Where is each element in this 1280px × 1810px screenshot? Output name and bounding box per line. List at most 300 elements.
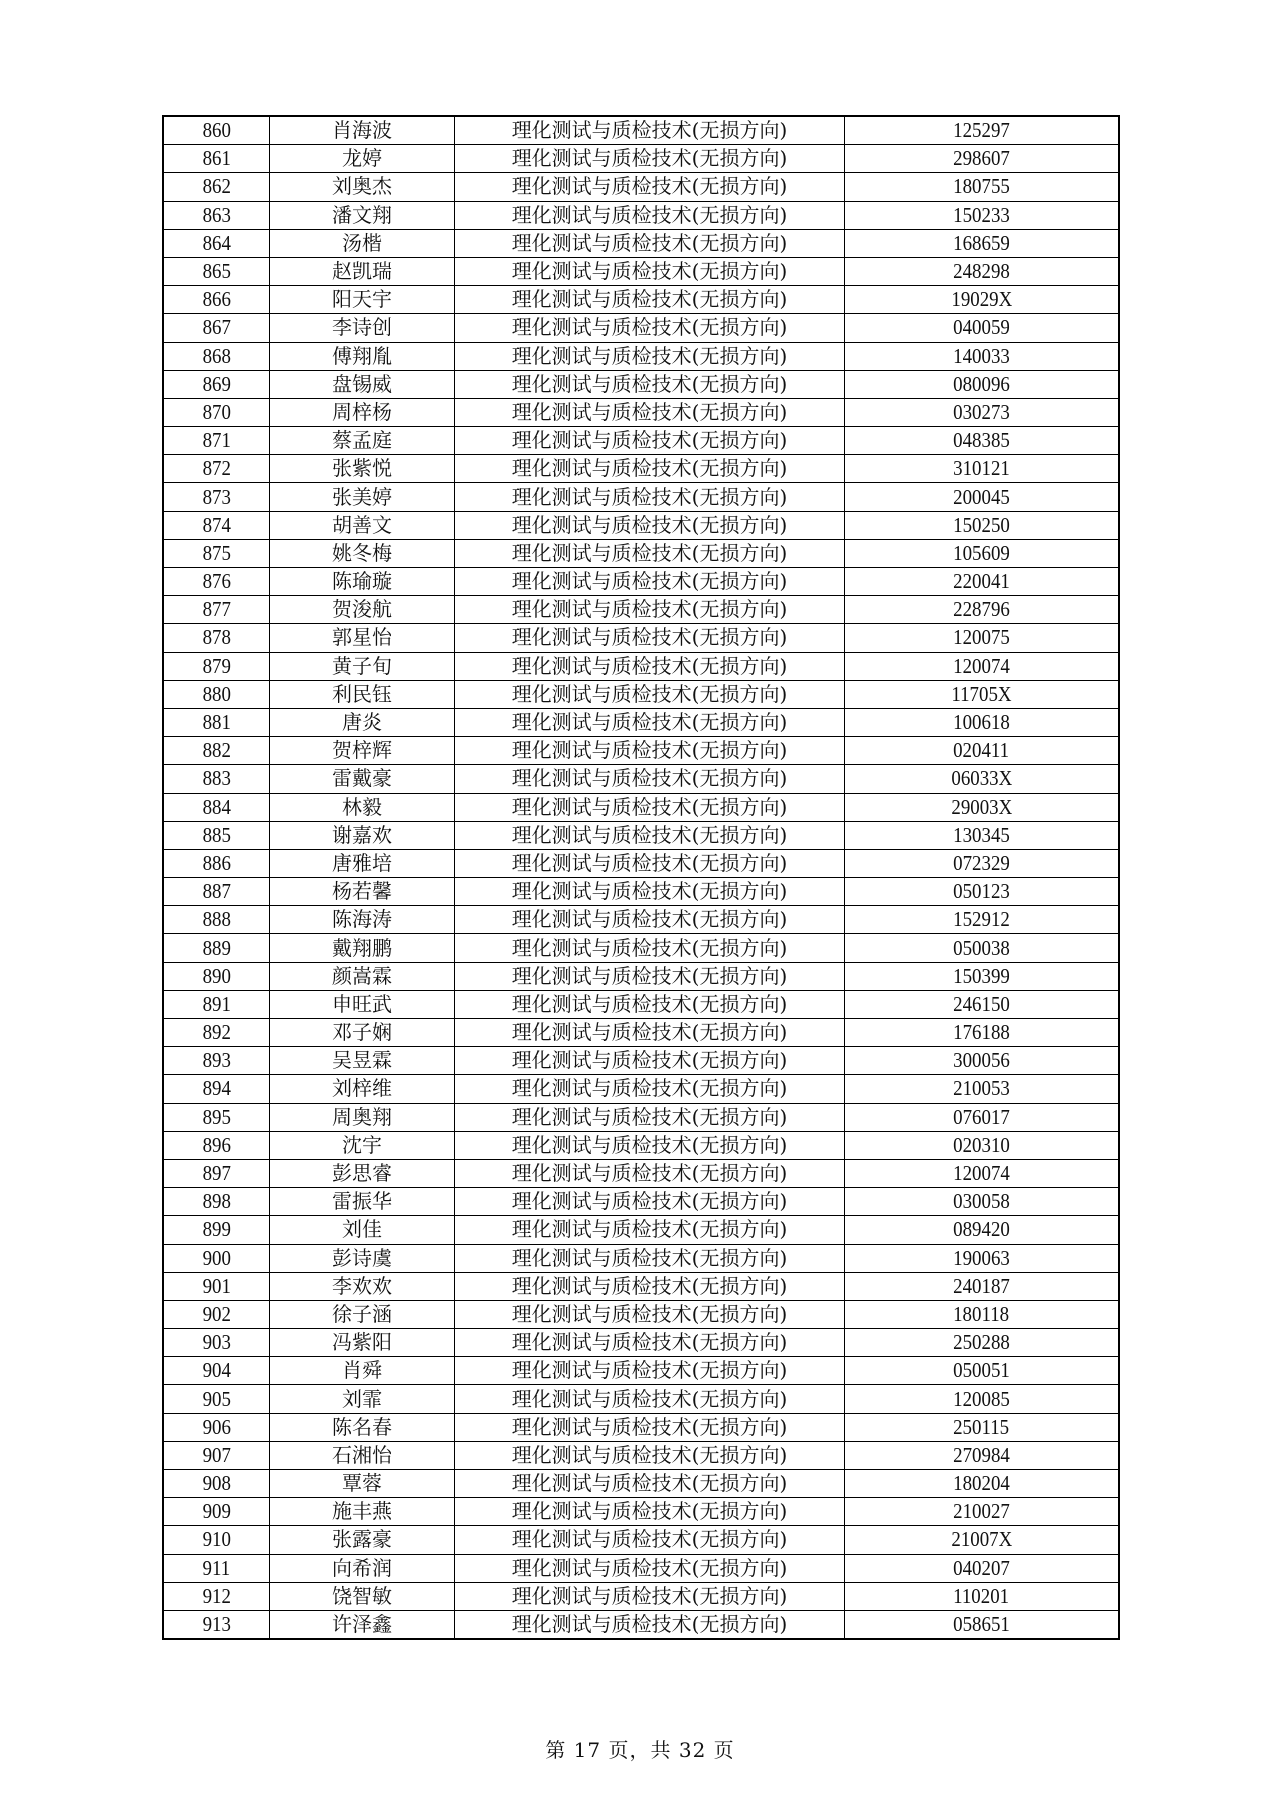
row-number-cell [163,962,270,990]
table-row [163,906,1119,934]
table-row [163,427,1119,455]
id-suffix-cell [845,906,1120,934]
student-name: 陈瑜璇 [332,569,392,594]
major-cell [455,1385,845,1413]
student-name: 申旺武 [332,991,392,1016]
id-suffix-cell [845,596,1120,624]
table-row [163,483,1119,511]
major-name: 理化测试与质检技术(无损方向) [511,569,788,594]
row-number: 885 [202,822,231,847]
table-row [163,1357,1119,1385]
row-number: 862 [202,174,231,199]
student-name-cell [270,511,455,539]
major-name: 理化测试与质检技术(无损方向) [511,597,788,622]
major-name: 理化测试与质检技术(无损方向) [511,766,788,791]
id-suffix: 220041 [953,569,1010,594]
student-name: 李欢欢 [332,1273,392,1298]
student-name: 刘奥杰 [332,174,392,199]
major-name: 理化测试与质检技术(无损方向) [511,1161,788,1186]
id-suffix-cell [845,483,1120,511]
id-suffix-cell [845,1498,1120,1526]
student-name-cell [270,934,455,962]
table-row [163,878,1119,906]
row-number-cell [163,427,270,455]
student-name-cell [270,427,455,455]
major-cell [455,1019,845,1047]
student-name: 张露豪 [332,1527,392,1552]
major-name: 理化测试与质检技术(无损方向) [511,512,788,537]
major-cell [455,1244,845,1272]
major-cell [455,1159,845,1187]
id-suffix-cell [845,511,1120,539]
student-name-cell [270,652,455,680]
id-suffix: 020411 [953,738,1010,763]
id-suffix-cell [845,878,1120,906]
id-suffix: 168659 [953,230,1010,255]
row-number: 893 [202,1048,231,1073]
student-name: 谢嘉欢 [332,822,392,847]
student-name-cell [270,765,455,793]
row-number: 861 [202,146,231,171]
row-number-cell [163,1357,270,1385]
major-cell [455,145,845,173]
student-name-cell [270,990,455,1018]
student-name: 覃蓉 [342,1471,382,1496]
student-name: 潘文翔 [332,202,392,227]
row-number: 909 [202,1499,231,1524]
row-number: 860 [202,118,231,143]
student-name-cell [270,229,455,257]
row-number: 883 [202,766,231,791]
major-name: 理化测试与质检技术(无损方向) [511,371,788,396]
id-suffix: 130345 [953,822,1010,847]
major-cell [455,934,845,962]
id-suffix-cell [845,1357,1120,1385]
row-number: 865 [202,259,231,284]
row-number: 892 [202,1020,231,1045]
student-name-cell [270,1159,455,1187]
row-number: 863 [202,202,231,227]
major-cell [455,1103,845,1131]
table-row [163,286,1119,314]
major-name: 理化测试与质检技术(无损方向) [511,1414,788,1439]
major-name: 理化测试与质检技术(无损方向) [511,456,788,481]
student-name-cell [270,568,455,596]
student-name-cell [270,1357,455,1385]
major-name: 理化测试与质检技术(无损方向) [511,794,788,819]
student-name: 彭思睿 [332,1161,392,1186]
student-name-cell [270,1441,455,1469]
id-suffix-cell [845,342,1120,370]
major-cell [455,765,845,793]
major-cell [455,314,845,342]
major-cell [455,1582,845,1610]
major-name: 理化测试与质检技术(无损方向) [511,1048,788,1073]
table-row [163,1103,1119,1131]
row-number: 891 [202,991,231,1016]
id-suffix-cell [845,568,1120,596]
major-name: 理化测试与质检技术(无损方向) [511,1132,788,1157]
id-suffix: 190063 [953,1245,1010,1270]
major-name: 理化测试与质检技术(无损方向) [511,1386,788,1411]
row-number-cell [163,1159,270,1187]
id-suffix-cell [845,314,1120,342]
id-suffix-cell [845,116,1120,145]
row-number-cell [163,1526,270,1554]
id-suffix-cell [845,1131,1120,1159]
id-suffix-cell [845,145,1120,173]
row-number: 866 [202,287,231,312]
id-suffix: 240187 [953,1273,1010,1298]
major-cell [455,1216,845,1244]
row-number: 901 [202,1273,231,1298]
row-number: 905 [202,1386,231,1411]
row-number-cell [163,1188,270,1216]
major-cell [455,201,845,229]
table-row [163,1470,1119,1498]
major-cell [455,990,845,1018]
id-suffix: 298607 [953,146,1010,171]
student-name: 贺浚航 [332,597,392,622]
student-name: 邓子娴 [332,1020,392,1045]
table-row [163,1329,1119,1357]
row-number: 894 [202,1076,231,1101]
id-suffix: 300056 [953,1048,1010,1073]
id-suffix: 120075 [953,625,1010,650]
table-row [163,314,1119,342]
student-name-cell [270,1413,455,1441]
student-name-cell [270,1019,455,1047]
major-name: 理化测试与质检技术(无损方向) [511,1527,788,1552]
id-suffix: 050038 [953,935,1010,960]
major-cell [455,257,845,285]
major-name: 理化测试与质检技术(无损方向) [511,315,788,340]
id-suffix-cell [845,1413,1120,1441]
table-row [163,934,1119,962]
student-name-cell [270,1470,455,1498]
id-suffix-cell [845,1272,1120,1300]
major-cell [455,173,845,201]
student-name: 唐雅培 [332,850,392,875]
id-suffix-cell [845,962,1120,990]
row-number: 879 [202,653,231,678]
major-name: 理化测试与质检技术(无损方向) [511,1330,788,1355]
row-number-cell [163,370,270,398]
major-name: 理化测试与质检技术(无损方向) [511,879,788,904]
table-row [163,1159,1119,1187]
student-name-cell [270,1582,455,1610]
student-name: 戴翔鹏 [332,935,392,960]
row-number: 900 [202,1245,231,1270]
major-cell [455,1470,845,1498]
student-name: 汤楷 [342,230,382,255]
id-suffix-cell [845,1470,1120,1498]
row-number-cell [163,849,270,877]
id-suffix: 19029X [951,287,1012,312]
id-suffix-cell [845,1075,1120,1103]
major-name: 理化测试与质检技术(无损方向) [511,991,788,1016]
row-number-cell [163,1019,270,1047]
id-suffix: 030273 [953,399,1010,424]
id-suffix: 089420 [953,1217,1010,1242]
major-cell [455,708,845,736]
major-name: 理化测试与质检技术(无损方向) [511,1499,788,1524]
row-number-cell [163,1047,270,1075]
row-number-cell [163,1300,270,1328]
row-number-cell [163,286,270,314]
major-name: 理化测试与质检技术(无损方向) [511,1583,788,1608]
major-cell [455,849,845,877]
id-suffix-cell [845,173,1120,201]
row-number: 878 [202,625,231,650]
table-row [163,511,1119,539]
student-name: 陈海涛 [332,907,392,932]
student-name: 赵凯瑞 [332,259,392,284]
row-number-cell [163,314,270,342]
table-row [163,765,1119,793]
table-row [163,342,1119,370]
id-suffix-cell [845,793,1120,821]
table-row [163,1019,1119,1047]
table-row [163,370,1119,398]
id-suffix-cell [845,1441,1120,1469]
id-suffix-cell [845,1103,1120,1131]
major-cell [455,370,845,398]
student-name-cell [270,1075,455,1103]
major-cell [455,286,845,314]
id-suffix-cell [845,1610,1120,1639]
table-row [163,708,1119,736]
id-suffix: 180118 [953,1301,1010,1326]
major-cell [455,1300,845,1328]
row-number: 871 [202,428,231,453]
student-name-cell [270,370,455,398]
row-number: 869 [202,371,231,396]
row-number: 887 [202,879,231,904]
id-suffix-cell [845,1159,1120,1187]
row-number-cell [163,1131,270,1159]
id-suffix: 21007X [951,1527,1012,1552]
id-suffix: 150399 [953,963,1010,988]
table-row [163,455,1119,483]
table-row [163,1441,1119,1469]
student-name-cell [270,342,455,370]
student-name-cell [270,483,455,511]
major-cell [455,1554,845,1582]
student-name-cell [270,1272,455,1300]
student-name: 冯紫阳 [332,1330,392,1355]
row-number-cell [163,1272,270,1300]
id-suffix-cell [845,1188,1120,1216]
student-name: 郭星怡 [332,625,392,650]
major-name: 理化测试与质检技术(无损方向) [511,259,788,284]
student-name: 龙婷 [342,146,382,171]
row-number: 888 [202,907,231,932]
major-cell [455,1272,845,1300]
table-row [163,1075,1119,1103]
row-number: 912 [202,1583,231,1608]
table-row [163,1554,1119,1582]
major-cell [455,1188,845,1216]
id-suffix-cell [845,257,1120,285]
major-name: 理化测试与质检技术(无损方向) [511,1358,788,1383]
row-number: 910 [202,1527,231,1552]
table-row [163,1526,1119,1554]
student-name-cell [270,1554,455,1582]
row-number-cell [163,934,270,962]
student-name: 张紫悦 [332,456,392,481]
row-number: 874 [202,512,231,537]
id-suffix: 105609 [953,540,1010,565]
table-row [163,1244,1119,1272]
student-name: 蔡孟庭 [332,428,392,453]
page-number-footer: 第 17 页，共 32 页 [545,1738,735,1762]
student-name: 徐子涵 [332,1301,392,1326]
student-name-cell [270,737,455,765]
student-name: 施丰燕 [332,1499,392,1524]
row-number: 904 [202,1358,231,1383]
id-suffix: 270984 [953,1442,1010,1467]
id-suffix: 150250 [953,512,1010,537]
row-number-cell [163,1413,270,1441]
id-suffix: 200045 [953,484,1010,509]
id-suffix: 040059 [953,315,1010,340]
major-name: 理化测试与质检技术(无损方向) [511,540,788,565]
row-number-cell [163,652,270,680]
major-name: 理化测试与质检技术(无损方向) [511,1020,788,1045]
student-name-cell [270,1103,455,1131]
row-number-cell [163,737,270,765]
student-name-cell [270,1498,455,1526]
student-name-cell [270,1610,455,1639]
row-number: 902 [202,1301,231,1326]
id-suffix-cell [845,990,1120,1018]
id-suffix: 228796 [953,597,1010,622]
row-number: 895 [202,1104,231,1129]
student-name-cell [270,1300,455,1328]
table-row [163,793,1119,821]
id-suffix: 120074 [953,653,1010,678]
major-name: 理化测试与质检技术(无损方向) [511,1076,788,1101]
id-suffix-cell [845,1582,1120,1610]
row-number-cell [163,1075,270,1103]
row-number-cell [163,568,270,596]
major-cell [455,539,845,567]
row-number-cell [163,1582,270,1610]
table-row [163,173,1119,201]
id-suffix: 11705X [951,681,1012,706]
id-suffix-cell [845,286,1120,314]
student-name: 贺梓辉 [332,738,392,763]
id-suffix-cell [845,652,1120,680]
table-row [163,145,1119,173]
row-number: 889 [202,935,231,960]
id-suffix: 06033X [951,766,1012,791]
id-suffix: 180755 [953,174,1010,199]
row-number: 880 [202,681,231,706]
row-number-cell [163,1329,270,1357]
table-row [163,1216,1119,1244]
row-number: 867 [202,315,231,340]
table-row [163,1413,1119,1441]
id-suffix-cell [845,1554,1120,1582]
id-suffix-cell [845,201,1120,229]
row-number-cell [163,765,270,793]
major-cell [455,680,845,708]
id-suffix-cell [845,680,1120,708]
row-number-cell [163,173,270,201]
major-cell [455,1329,845,1357]
row-number: 907 [202,1442,231,1467]
id-suffix: 020310 [953,1132,1010,1157]
row-number: 913 [202,1612,231,1637]
id-suffix: 250115 [953,1414,1010,1439]
row-number: 890 [202,963,231,988]
id-suffix-cell [845,1047,1120,1075]
row-number: 897 [202,1161,231,1186]
table-row [163,1582,1119,1610]
row-number-cell [163,1103,270,1131]
major-name: 理化测试与质检技术(无损方向) [511,822,788,847]
major-name: 理化测试与质检技术(无损方向) [511,1471,788,1496]
id-suffix-cell [845,1244,1120,1272]
row-number: 876 [202,569,231,594]
id-suffix: 076017 [953,1104,1010,1129]
student-name-cell [270,680,455,708]
table-row [163,652,1119,680]
id-suffix-cell [845,1329,1120,1357]
student-name-cell [270,455,455,483]
major-name: 理化测试与质检技术(无损方向) [511,1189,788,1214]
student-name-cell [270,1329,455,1357]
student-name: 吴昱霖 [332,1048,392,1073]
id-suffix: 120085 [953,1386,1010,1411]
id-suffix: 048385 [953,428,1010,453]
row-number-cell [163,624,270,652]
major-cell [455,1075,845,1103]
major-name: 理化测试与质检技术(无损方向) [511,625,788,650]
row-number: 884 [202,794,231,819]
id-suffix: 040207 [953,1555,1010,1580]
row-number-cell [163,201,270,229]
major-cell [455,737,845,765]
student-name-cell [270,849,455,877]
table-row [163,116,1119,145]
student-name-cell [270,1047,455,1075]
student-name: 胡善文 [332,512,392,537]
table-row [163,680,1119,708]
major-cell [455,1131,845,1159]
table-row [163,201,1119,229]
row-number: 882 [202,738,231,763]
table-row [163,1047,1119,1075]
student-name: 盘锡威 [332,371,392,396]
id-suffix: 150233 [953,202,1010,227]
table-row [163,624,1119,652]
major-cell [455,878,845,906]
row-number-cell [163,116,270,145]
table-row [163,990,1119,1018]
major-name: 理化测试与质检技术(无损方向) [511,1273,788,1298]
id-suffix: 176188 [953,1020,1010,1045]
row-number: 906 [202,1414,231,1439]
major-name: 理化测试与质检技术(无损方向) [511,1301,788,1326]
major-cell [455,793,845,821]
student-name: 周梓杨 [332,399,392,424]
major-name: 理化测试与质检技术(无损方向) [511,1555,788,1580]
major-cell [455,1526,845,1554]
id-suffix: 29003X [951,794,1012,819]
